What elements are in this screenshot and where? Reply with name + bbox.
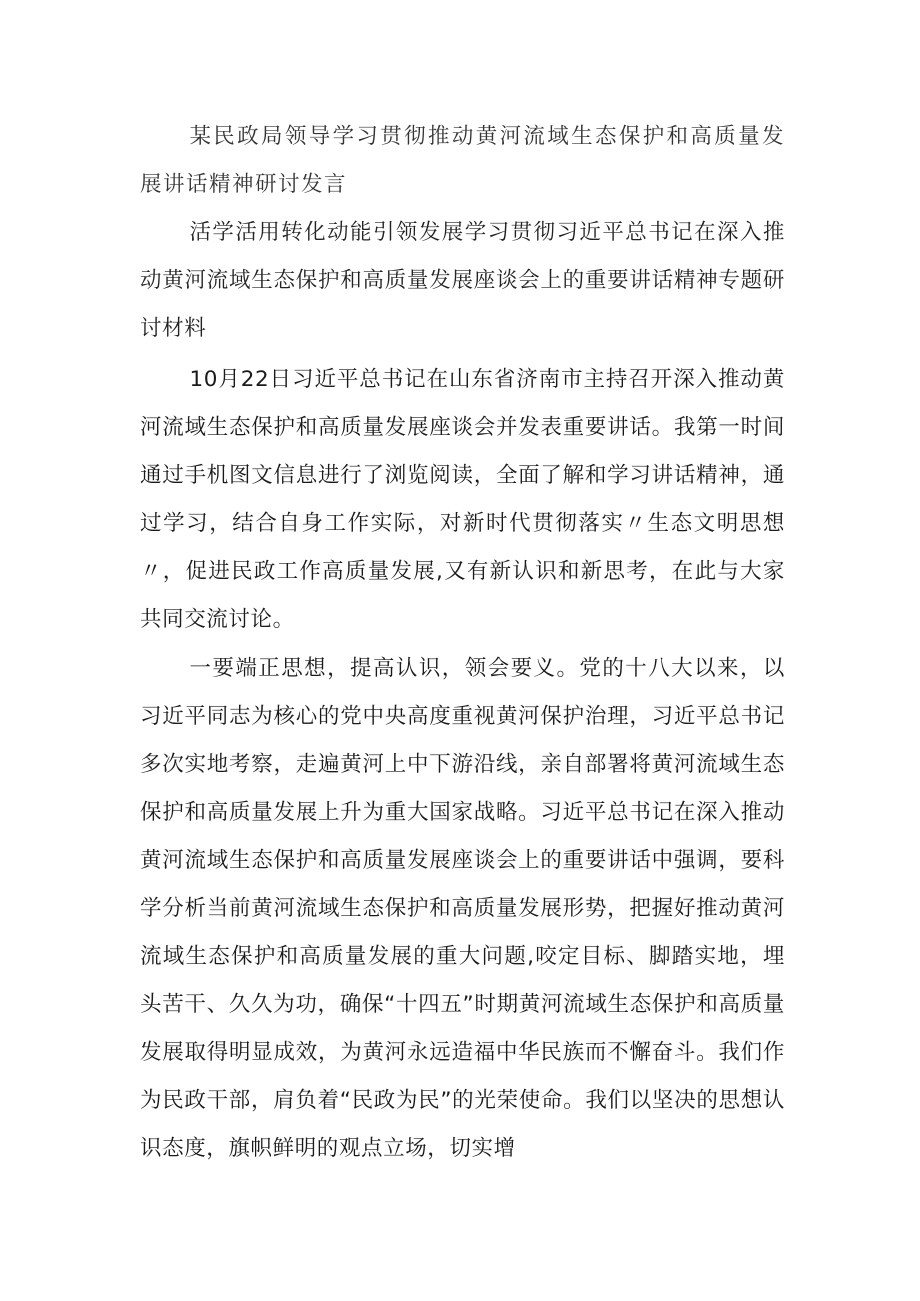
document-title: 某民政局领导学习贯彻推动黄河流域生态保护和高质量发展讲话精神研讨发言: [140, 124, 785, 197]
body-paragraph-2: 一要端正思想，提高认识，领会要义。党的十八大以来，以习近平同志为核心的党中央高度重视黄河保护治理，习近平总书记多次实地考察，走遍黄河上中下游沿线，亲自部署将黄河流域生态保护和高质量发展上升为重大国家战略。习近平总书记在深入推动黄河流域生态保护和高质量发展座谈会上的重要讲话中强调，要科学分析当前黄河流域生态保护和高质量发展形势，把握好推动黄河流域生态保护和高质量发展的重大问题,咬定目标、脚踏实地，埋头苦干、久久为功，确保“十四五”时期黄河流域生态保护和高质量发展取得明显成效，为黄河永远造福中华民族而不懈奋斗。我们作为民政干部，肩负着“民政为民”的光荣使命。我们以坚决的思想认识态度，旗帜鲜明的观点立场，切实增: [140, 656, 785, 1161]
document-body-intro: [140, 356, 785, 644]
document-body-main: [140, 645, 785, 1173]
document-header: [140, 113, 785, 209]
body-paragraph-1: 10月22日习近平总书记在山东省济南市主持召开深入推动黄河流域生态保护和高质量发展座谈会并发表重要讲话。我第一时间通过手机图文信息进行了浏览阅读，全面了解和学习讲话精神，通过学习，结合自身工作实际，对新时代贯彻落实〃生态文明思想〃，促进民政工作高质量发展,又有新认识和新思考，在此与大家共同交流讨论。: [140, 367, 785, 632]
document-subtitle: 活学活用转化动能引领发展学习贯彻习近平总书记在深入推动黄河流域生态保护和高质量发展座谈会上的重要讲话精神专题研讨材料: [140, 220, 785, 341]
document-subheader: [140, 209, 785, 353]
